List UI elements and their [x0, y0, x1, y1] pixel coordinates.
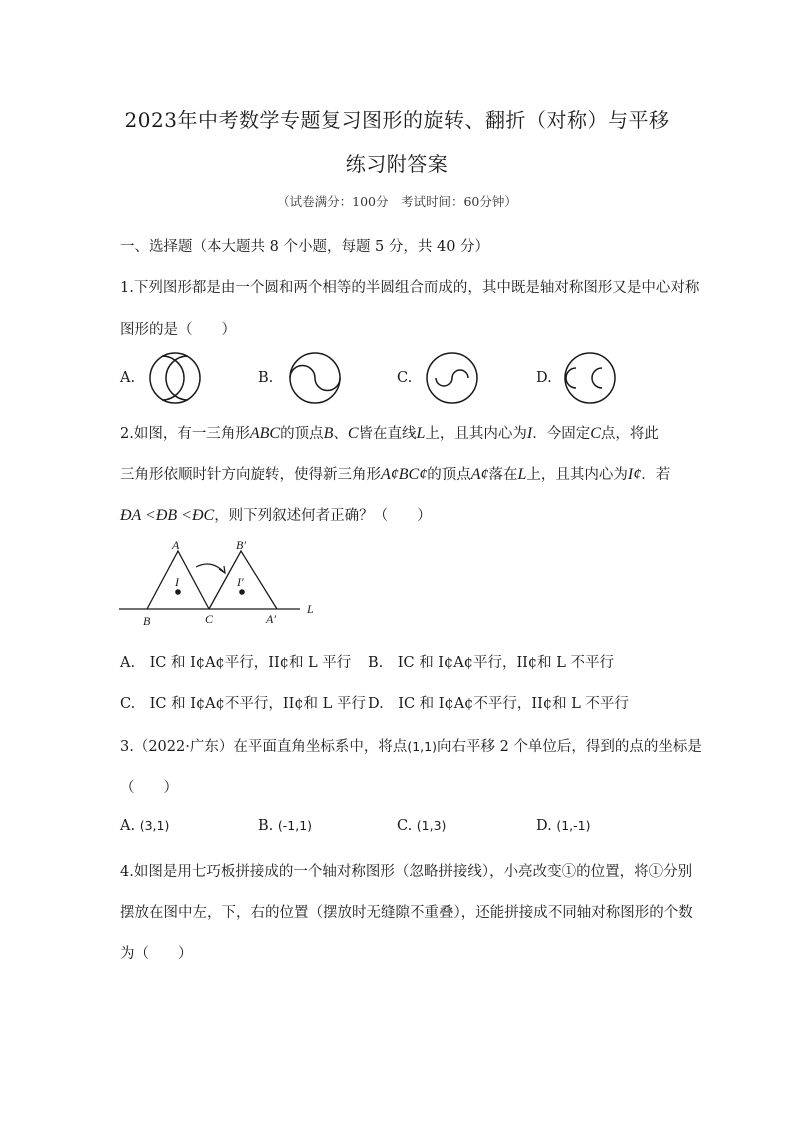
q2-option-d: D. IC 和 I¢A¢不平行，II¢和 L 不平行	[368, 696, 629, 712]
label-c: C	[205, 612, 214, 626]
q2-option-a: A. IC 和 I¢A¢平行，II¢和 L 平行	[120, 655, 352, 671]
q3-line-2: （ ）	[120, 780, 178, 796]
section-heading: 一、选择题（本大题共 8 个小题，每题 5 分，共 40 分）	[120, 239, 490, 255]
label-b-prime: B′	[236, 538, 246, 552]
q2-line-2: 三角形依顺时针方向旋转，使得新三角形A¢BC¢的顶点A¢落在L上，且其内心为I¢．若	[120, 466, 671, 483]
q3-line-1: 3.（2022·广东）在平面直角坐标系中，将点(1,1)向右平移 2 个单位后，得到的点的坐标是	[120, 739, 702, 755]
q4-line-3: 为（ ）	[120, 946, 193, 962]
label-l: L	[307, 602, 314, 616]
label-a: A	[172, 538, 180, 552]
label-a-prime: A′	[266, 612, 276, 626]
q2-option-b: B. IC 和 I¢A¢平行，II¢和 L 不平行	[368, 655, 614, 671]
q1-option-a-label: A.	[120, 370, 136, 386]
q1-option-a-figure	[145, 350, 205, 406]
q2-rotation-figure	[115, 535, 325, 630]
rotation-arrow	[196, 564, 224, 572]
label-i-prime: I′	[237, 575, 244, 589]
q3-option-c: C. (1,3)	[397, 818, 447, 834]
q3-option-d: D. (1,-1)	[536, 818, 591, 834]
incenter-i	[175, 589, 181, 595]
label-b: B	[143, 614, 151, 628]
q3-option-b: B. (-1,1)	[258, 818, 313, 834]
title-line-2: 练习附答案	[345, 152, 449, 176]
q1-option-c-label: C.	[397, 370, 413, 386]
q1-option-d-label: D.	[536, 370, 552, 386]
q4-line-2: 摆放在图中左，下，右的位置（摆放时无缝隙不重叠），还能拼接成不同轴对称图形的个数	[120, 905, 693, 921]
q1-line-1: 1.下列图形都是由一个圆和两个相等的半圆组合而成的，其中既是轴对称图形又是中心对称	[120, 280, 700, 296]
incenter-i-prime	[239, 589, 245, 595]
q1-option-d-figure	[560, 350, 620, 406]
q2-option-c: C. IC 和 I¢A¢不平行，II¢和 L 平行	[120, 696, 366, 712]
q2-line-3: ÐA <ÐB <ÐC，则下列叙述何者正确？（ ）	[120, 507, 432, 524]
q4-line-1: 4.如图是用七巧板拼接成的一个轴对称图形（忽略拼接线），小亮改变①的位置，将①分别	[120, 864, 693, 880]
q2-line-1: 2.如图，有一三角形ABC的顶点B、C皆在直线L上，且其内心为I．今固定C点，将此	[120, 425, 659, 442]
q1-option-b-figure	[285, 350, 345, 406]
q1-line-2: 图形的是（ ）	[120, 322, 236, 338]
exam-info: （试卷满分：100分 考试时间：60分钟）	[277, 194, 517, 209]
q1-option-b-label: B.	[258, 370, 274, 386]
label-i: I	[175, 575, 179, 589]
q1-option-c-figure	[422, 350, 482, 406]
q3-option-a: A. (3,1)	[120, 818, 170, 834]
title-line-1: 2023年中考数学专题复习图形的旋转、翻折（对称）与平移	[124, 108, 670, 132]
